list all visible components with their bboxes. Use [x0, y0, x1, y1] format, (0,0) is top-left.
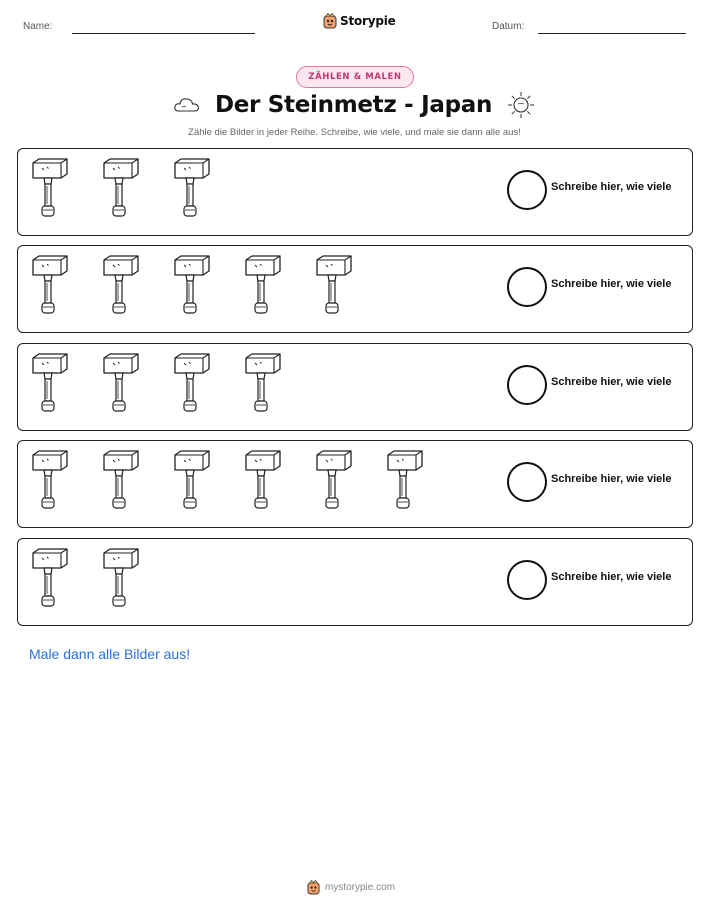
stone-hammer-icon — [30, 253, 68, 317]
counting-row — [17, 440, 693, 528]
answer-circle[interactable] — [507, 462, 547, 502]
brand-logo — [323, 13, 396, 29]
stone-hammer-icon — [101, 546, 139, 610]
stone-hammer-icon — [101, 253, 139, 317]
footer-url[interactable]: mystorypie.com — [325, 882, 396, 893]
picture-group — [30, 253, 352, 317]
answer-circle[interactable] — [507, 560, 547, 600]
answer-label: Schreibe hier, wie viele — [551, 181, 672, 193]
picture-group — [30, 351, 281, 415]
stone-hammer-icon — [243, 351, 281, 415]
answer-circle[interactable] — [507, 267, 547, 307]
stone-hammer-icon — [101, 351, 139, 415]
stone-hammer-icon — [101, 448, 139, 512]
title-row — [0, 90, 709, 120]
page-title: Der Steinmetz - Japan — [214, 92, 493, 118]
category-badge: ZÄHLEN & MALEN — [296, 66, 414, 88]
name-line[interactable] — [72, 33, 255, 34]
answer-circle[interactable] — [507, 365, 547, 405]
stone-hammer-icon — [314, 448, 352, 512]
date-label: Datum: — [492, 21, 525, 32]
answer-label: Schreibe hier, wie viele — [551, 473, 672, 485]
name-label: Name: — [23, 21, 53, 32]
stone-hammer-icon — [385, 448, 423, 512]
answer-circle[interactable] — [507, 170, 547, 210]
stone-hammer-icon — [30, 448, 68, 512]
picture-group — [30, 546, 139, 610]
counting-row — [17, 538, 693, 626]
stone-hammer-icon — [30, 351, 68, 415]
counting-row — [17, 245, 693, 333]
stone-hammer-icon — [243, 448, 281, 512]
stone-hammer-icon — [101, 156, 139, 220]
stone-hammer-icon — [30, 156, 68, 220]
stone-hammer-icon — [172, 448, 210, 512]
answer-label: Schreibe hier, wie viele — [551, 571, 672, 583]
picture-group — [30, 448, 423, 512]
stone-hammer-icon — [172, 253, 210, 317]
date-line[interactable] — [538, 33, 686, 34]
sun-icon — [506, 90, 536, 120]
stone-hammer-icon — [314, 253, 352, 317]
brand-name: Storypie — [340, 14, 396, 28]
counting-row — [17, 343, 693, 431]
storypie-logo-icon — [307, 880, 320, 895]
storypie-logo-icon — [323, 13, 337, 29]
picture-group — [30, 156, 210, 220]
answer-label: Schreibe hier, wie viele — [551, 278, 672, 290]
stone-hammer-icon — [30, 546, 68, 610]
counting-row — [17, 148, 693, 236]
stone-hammer-icon — [172, 351, 210, 415]
footer-instruction: Male dann alle Bilder aus! — [29, 646, 191, 662]
stone-hammer-icon — [243, 253, 281, 317]
instructions: Zähle die Bilder in jeder Reihe. Schreibe, wie viele, und male sie dann alle aus! — [188, 127, 521, 138]
stone-hammer-icon — [172, 156, 210, 220]
cloud-icon — [173, 94, 201, 116]
footer — [307, 880, 395, 895]
answer-label: Schreibe hier, wie viele — [551, 376, 672, 388]
